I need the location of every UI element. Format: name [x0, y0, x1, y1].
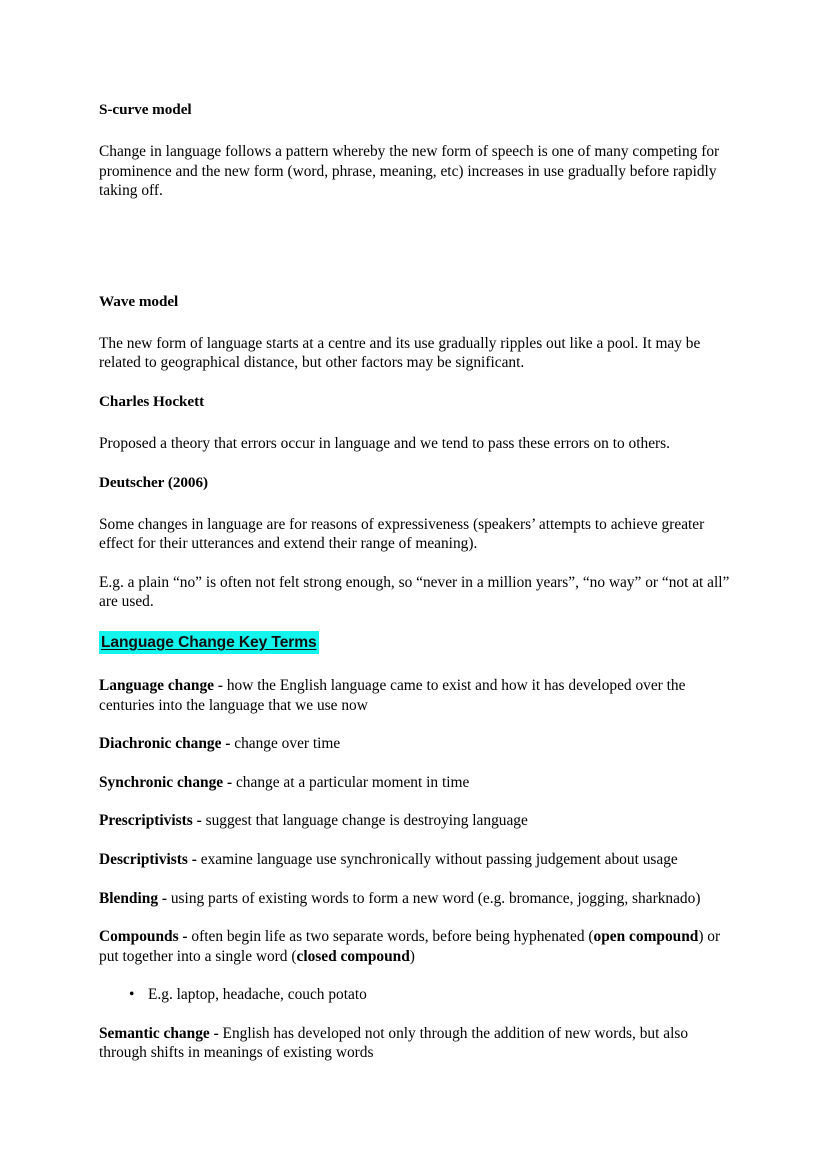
heading-s-curve-model: S-curve model [99, 101, 192, 118]
key-term-label: Diachronic change [99, 735, 222, 753]
section-spacer [99, 220, 731, 292]
bullet-icon: • [129, 986, 135, 1004]
heading-wave-model: Wave model [99, 292, 179, 310]
key-term-definition: how the English language came to exist and how it has developed over the centuries into the language that we use now [99, 676, 686, 714]
key-term-separator: - [214, 676, 227, 694]
key-term-separator: - [158, 889, 171, 907]
key-term-label: Language change [99, 676, 215, 694]
paragraph-deutscher-2006: Some changes in language are for reasons of expressiveness (speakers’ attempts to achieve greater effect for their utterances and extend their range of meaning). [99, 515, 705, 553]
key-term-label: Blending [99, 889, 159, 907]
key-term-separator: - [187, 850, 201, 868]
key-term-semantic-change [99, 1024, 731, 1063]
key-term-inline-bold-open-compound: open compound [593, 928, 699, 946]
key-term-definition-part2: ) or put together into a single word ( [99, 928, 721, 965]
key-term-inline-bold-closed-compound: closed compound [296, 947, 410, 965]
compounds-example-list [99, 985, 731, 1005]
key-term-definition: English has developed not only through the addition of new words, but also through shifts in meanings of existing words [99, 1024, 689, 1062]
list-item [99, 985, 731, 1005]
list-item-text: E.g. laptop, headache, couch potato [148, 986, 367, 1004]
paragraph-s-curve-model: Change in language follows a pattern whereby the new form of speech is one of many competing for prominence and the new form (word, phrase, meaning, etc) increases in use gradually before rapidly taking off. [99, 143, 720, 200]
key-term-blending [99, 889, 731, 909]
key-term-compounds [99, 927, 731, 966]
key-term-separator: - [192, 812, 206, 830]
paragraph-deutscher-example: E.g. a plain “no” is often not felt strong enough, so “never in a million years”, “no way” or “not at all” are used. [99, 573, 730, 611]
key-term-definition-part1: often begin life as two separate words, before being hyphenated ( [191, 928, 594, 946]
key-term-definition: change at a particular moment in time [235, 773, 470, 791]
paragraph-charles-hockett: Proposed a theory that errors occur in language and we tend to pass these errors on to others. [99, 434, 670, 452]
heading-charles-hockett: Charles Hockett [99, 392, 205, 410]
key-term-descriptivists [99, 850, 731, 870]
highlighted-heading-text: Language Change Key Terms [99, 631, 319, 654]
heading-language-change-key-terms [99, 631, 731, 654]
key-term-separator: - [221, 735, 235, 753]
paragraph-wave-model: The new form of language starts at a centre and its use gradually ripples out like a pool. It may be related to geographical distance, but other factors may be significant. [99, 334, 701, 372]
key-term-definition: change over time [234, 735, 341, 753]
key-term-label: Semantic change [99, 1024, 210, 1042]
key-term-definition: examine language use synchronically without passing judgement about usage [200, 850, 678, 868]
key-term-diachronic-change [99, 734, 731, 754]
key-term-label: Prescriptivists [99, 812, 193, 830]
key-term-definition: suggest that language change is destroying language [205, 812, 528, 830]
key-term-label: Synchronic change [99, 773, 224, 791]
key-term-language-change [99, 676, 731, 715]
document-content [99, 100, 731, 1082]
key-term-separator: - [209, 1024, 223, 1042]
key-term-label: Compounds [99, 928, 179, 946]
key-term-prescriptivists [99, 811, 731, 831]
key-term-separator: - [178, 928, 192, 946]
key-term-separator: - [223, 773, 236, 791]
key-term-definition: using parts of existing words to form a new word (e.g. bromance, jogging, sharknado) [170, 889, 701, 907]
heading-deutscher-2006: Deutscher (2006) [99, 473, 209, 491]
key-term-label: Descriptivists [99, 850, 188, 868]
key-term-synchronic-change [99, 773, 731, 793]
key-term-definition-part3: ) [409, 947, 415, 965]
